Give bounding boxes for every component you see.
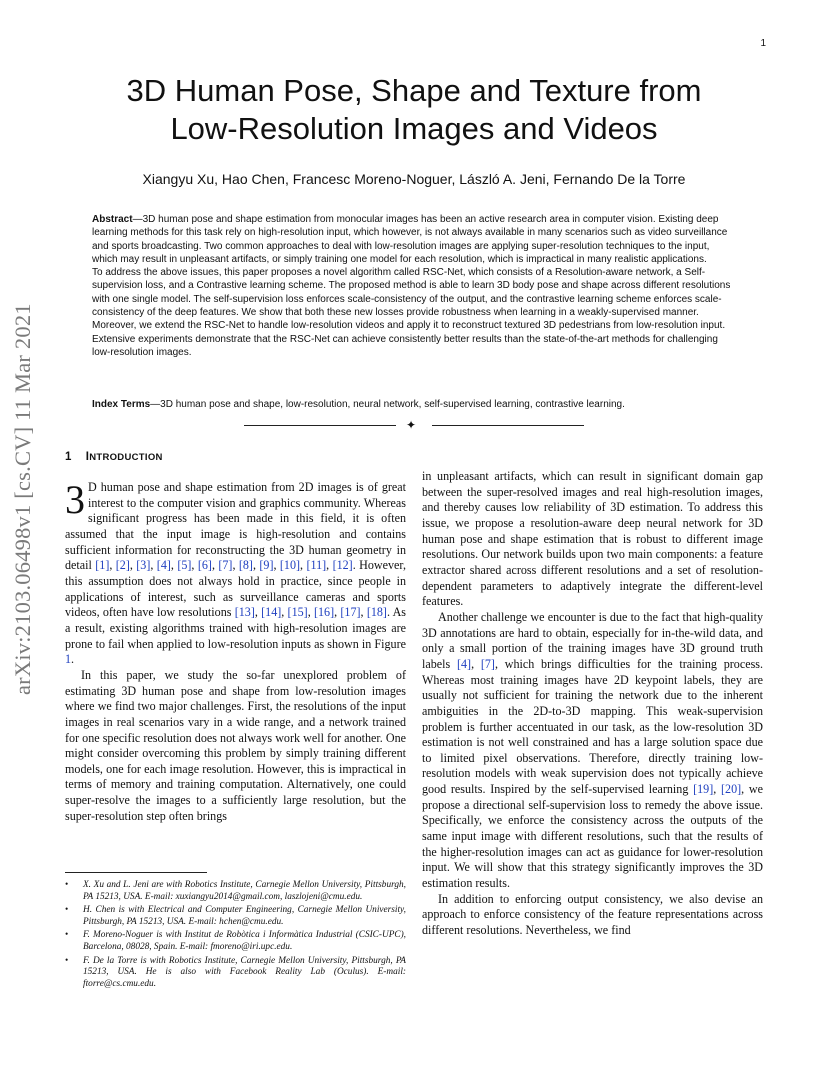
index-terms — [92, 398, 732, 411]
arxiv-identifier: arXiv:2103.06498v1 [cs.CV] 11 Mar 2021 — [10, 303, 35, 695]
citation-link[interactable]: [20] — [721, 782, 742, 797]
citation-link[interactable]: 1 — [65, 652, 72, 667]
citation-link[interactable]: [12] — [332, 558, 353, 573]
citation-link[interactable]: [13] — [234, 605, 255, 620]
citation-link[interactable]: [4] — [156, 558, 171, 573]
footnotes — [65, 880, 406, 993]
citation-link[interactable]: [2] — [115, 558, 130, 573]
footnote-item: • F. Moreno-Noguer is with Institut de Robòtica i Informàtica Industrial (CSIC-UPC), Barcelona, 08028, Spain. E-mail: fmoreno@iri.upc.edu. — [65, 930, 406, 954]
title-line-2: Low-Resolution Images and Videos — [170, 111, 658, 146]
citation-link[interactable]: [10] — [279, 558, 301, 573]
right-column — [422, 469, 763, 939]
abstract-paragraph-2: To address the above issues, this paper proposes a novel algorithm called RSC-Net, which consists of a Resolution-aware network, a Self-supervision loss, and a Contrastive learning scheme. The proposed method is able to learn 3D body pose and shape across different resolutions with one single model. The self-supervision loss enforces scale-consistency of the output, and the contrastive learning scheme enforces scale-consistency of the deep features. We show that both these new losses provide robustness when learning in a weakly-supervised manner. Moreover, we extend the RSC-Net to handle low-resolution videos and apply it to reconstruct textured 3D pedestrians from low-resolution input. Extensive experiments demonstrate that the RSC-Net can achieve consistently better results than the state-of-the-art methods for challenging low-resolution images. — [92, 267, 731, 358]
left-column — [65, 477, 407, 824]
author-list: Xiangyu Xu, Hao Chen, Francesc Moreno-Noguer, László A. Jeni, Fernando De la Torre — [142, 171, 686, 187]
section-divider — [244, 419, 584, 433]
index-terms-text: —3D human pose and shape, low-resolution, neural network, self-supervised learning, contrastive learning. — [150, 399, 625, 410]
citation-link[interactable]: [9] — [259, 558, 274, 573]
citation-link[interactable]: [6] — [197, 558, 212, 573]
intro-paragraph-1 — [65, 477, 407, 668]
abstract-paragraph-1 — [92, 213, 732, 266]
title-line-1: 3D Human Pose, Shape and Texture from — [126, 73, 702, 108]
citation-link[interactable]: [5] — [177, 558, 192, 573]
footnote-item: • X. Xu and L. Jeni are with Robotics Institute, Carnegie Mellon University, Pittsburgh, PA 15213, USA. E-mail: xuxiangyu2014@gmail.com, laszlojeni@cmu.edu. — [65, 880, 406, 904]
abstract-label: Abstract — [92, 214, 133, 225]
citation-link[interactable]: [1] — [95, 558, 110, 573]
index-terms-label: Index Terms — [92, 399, 151, 410]
footnote-item: • H. Chen is with Electrical and Computer Engineering, Carnegie Mellon University, Pittsburgh, PA 15213, USA. E-mail: hchen@cmu.edu. — [65, 905, 406, 929]
citation-link[interactable]: [4] — [456, 656, 472, 671]
citation-link[interactable]: [15] — [287, 605, 308, 620]
section-heading — [65, 451, 163, 463]
footnote-rule — [65, 872, 207, 873]
citation-link[interactable]: [14] — [261, 605, 282, 620]
citation-link[interactable]: [11] — [306, 558, 327, 573]
citation-link[interactable]: [7] — [218, 558, 233, 573]
citation-link[interactable]: [18] — [366, 605, 387, 620]
page-number: 1 — [760, 38, 766, 49]
abstract-text-1: —3D human pose and shape estimation from monocular images has been an active research area in computer vision. Existing deep learning methods for this task rely on high-resolution input, which however, is not always available in many scenarios such as video surveillance and sports broadcasting. Two common approaches to deal with low-resolution images are applying super-resolution techniques to the input, which may result in unpleasant artifacts, or simply training one model for each resolution, which is impractical in many realistic applications. — [92, 214, 728, 265]
divider-line-right — [432, 425, 584, 426]
intro-paragraph-1-text: D human pose and shape estimation from 2D images is of great interest to the computer vision and graphics community. Whereas significant progress has been made in this field, it is often assumed that the input image is high-resolution and contains sufficient information for reconstructing the 3D human geometry in detail [1], [2], [3], [4], [5], [6], [7], [8], [9], [10], [11], [12]. However, this assumption does not always hold in practice, since people in applications of interest, such as surveillance cameras and sports videos, often have low resolutions [13], [14], [15], [16], [17], [18]. As a result, existing algorithms trained with high-resolution images are prone to fail when applied to low-resolution inputs as shown in Figure 1. — [65, 480, 407, 667]
section-title-rest: NTRODUCTION — [89, 452, 163, 463]
footnote-item: • F. De la Torre is with Robotics Institute, Carnegie Mellon University, Pittsburgh, PA 15213, USA. He is also with Facebook Reality Lab (Oculus). E-mail: ftorre@cs.cmu.edu. — [65, 956, 406, 991]
citation-link[interactable]: [3] — [136, 558, 151, 573]
abstract — [92, 213, 732, 359]
intro-paragraph-3: in unpleasant artifacts, which can result in significant domain gap between the super-resolved images and real high-resolution images, and thereby causes low reliability of 3D estimation. To address this issue, we propose a resolution-aware deep neural network for 3D human pose and shape estimation that is robust to different image resolutions. Our network builds upon two main components: a feature extractor shared across different resolutions and a set of resolution-dependent parameters to adaptively integrate the different-level features. — [422, 469, 763, 609]
intro-paragraph-5: In addition to enforcing output consistency, we also devise an approach to enforce consistency of the feature representations across different resolutions. Nevertheless, we find — [422, 891, 763, 938]
intro-paragraph-4: Another challenge we encounter is due to the fact that high-quality 3D annotations are hard to obtain, especially for in-the-wild data, and only a small portion of the training images have 3D ground truth labels [4], [7], which brings difficulties for the training process. Whereas most training images have 2D keypoint labels, they are usually not sufficient for training the network due to the inherent ambiguities in the 2D-to-3D mapping. This weak-supervision problem is further accentuated in our task, as the low-resolution 3D estimation is not well constrained and has a large solution space due to limited pixel observations. Therefore, directly training low-resolution models with weak supervision does not typically achieve good results. Inspired by the self-supervised learning [19], [20], we propose a directional self-supervision loss to remedy the above issue. Specifically, we enforce the consistency across the outputs of the same input image with different resolutions, such that the results of the higher-resolution images can act as guidance for lower-resolution input. We will show that this strategy significantly improves the 3D estimation results. — [422, 609, 764, 891]
citation-link[interactable]: [16] — [313, 605, 335, 620]
citation-link[interactable]: [17] — [340, 605, 361, 620]
divider-line-left — [244, 425, 396, 426]
citation-link[interactable]: [7] — [480, 656, 495, 671]
drop-cap: 3 — [65, 477, 85, 522]
citation-link[interactable]: [19] — [693, 782, 714, 797]
citation-link[interactable]: [8] — [238, 558, 253, 573]
intro-paragraph-2: In this paper, we study the so-far unexplored problem of estimating 3D human pose and shape from low-resolution images where we find two major challenges. First, the resolutions of the input images in real scenarios vary in a wide range, and a network trained for one specific resolution does not always work well for another. One might consider overcoming this problem by simply training different models, one for each image resolution. However, this is impractical in terms of memory and training computation. Alternatively, one could super-resolve the images to a sufficiently large resolution, but the super-resolution step often brings — [65, 667, 406, 823]
divider-diamond-icon: ✦ — [406, 418, 417, 432]
section-title-initial: I — [85, 451, 90, 463]
section-number: 1 — [65, 451, 72, 463]
paper-title — [40, 72, 788, 148]
